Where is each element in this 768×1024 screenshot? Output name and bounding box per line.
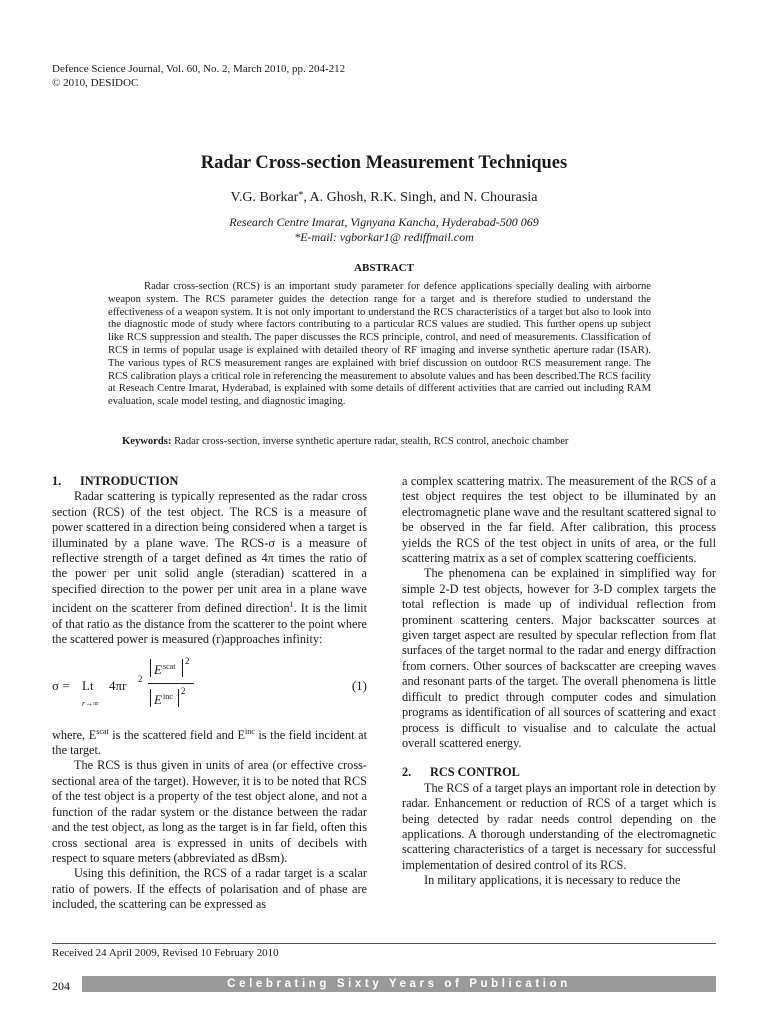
eq-number: (1) bbox=[351, 677, 367, 693]
eq-abs-bar bbox=[150, 689, 151, 707]
paragraph: a complex scattering matrix. The measurement of the RCS of a test object requires the test object to be illuminated by an electromagnetic plane wave and the resultant scattered signal to be observed in the far field. After calibration, this process yields the RCS of the test object in units of area, or the full scattering matrix as a set of complex scattering coefficients. bbox=[402, 474, 716, 566]
affiliation: Research Centre Imarat, Vignyana Kancha, Hyderabad-500 069 bbox=[229, 215, 539, 229]
eq-fraction-bar bbox=[148, 683, 194, 684]
section-title: INTRODUCTION bbox=[80, 474, 179, 488]
paragraph: In military applications, it is necessary to reduce the bbox=[424, 873, 681, 888]
paragraph-text: is the scattered field and E bbox=[108, 727, 245, 742]
eq-limit: r→∞ bbox=[82, 698, 99, 708]
eq-num-sup: scat bbox=[163, 661, 176, 671]
abstract-heading: ABSTRACT bbox=[354, 262, 414, 274]
equation-1 bbox=[52, 656, 367, 720]
author-first: V.G. Borkar bbox=[230, 190, 299, 205]
eq-den-exp: 2 bbox=[181, 685, 186, 696]
eq-den-e: E bbox=[154, 691, 162, 707]
footnote-rule bbox=[52, 943, 716, 944]
section-title: RCS CONTROL bbox=[430, 765, 520, 780]
paragraph-text: where, E bbox=[52, 727, 97, 742]
author-star: * bbox=[298, 190, 304, 201]
author-list bbox=[0, 190, 768, 206]
received-date: Received 24 April 2009, Revised 10 February 2010 bbox=[52, 947, 279, 959]
paragraph: The RCS is thus given in units of area (or effective cross-sectional area of the target). However, it is to be noted that RCS of the test object is a property of the test object alone, and not a function of the radar system or the distance between the radar and the test object, as long as the target is in far field, often this cross sectional area is expressed in units of decibels with respect to square meters (abbreviated as dBsm). bbox=[52, 758, 367, 865]
paragraph bbox=[52, 724, 367, 759]
eq-num-exp: 2 bbox=[185, 655, 190, 666]
eq-lt: Lt bbox=[82, 677, 94, 693]
page-number: 204 bbox=[52, 979, 70, 993]
section-heading-rcs-control bbox=[402, 765, 716, 780]
paragraph: Using this definition, the RCS of a radar target is a scalar ratio of powers. If the effects of polarisation and of phase are included, the scattering can be expressed as bbox=[52, 866, 367, 912]
email-line: *E-mail: vgborkar1@ rediffmail.com bbox=[294, 230, 474, 244]
section-heading-introduction bbox=[52, 474, 367, 489]
eq-sigma: σ = bbox=[52, 677, 70, 693]
superscript: scat bbox=[96, 726, 109, 736]
paragraph-text: is the field incident at the target. bbox=[52, 727, 367, 758]
eq-num-e: E bbox=[154, 661, 162, 677]
author-rest: , A. Ghosh, R.K. Singh, and N. Chourasia bbox=[303, 190, 538, 205]
keywords-text: Radar cross-section, inverse synthetic aperture radar, stealth, RCS control, anechoic chamber bbox=[171, 436, 569, 447]
eq-coef: 4πr bbox=[109, 677, 127, 693]
eq-abs-bar bbox=[182, 659, 183, 677]
copyright-line: © 2010, DESIDOC bbox=[52, 77, 139, 89]
journal-citation bbox=[52, 62, 345, 90]
eq-abs-bar bbox=[178, 689, 179, 707]
section-number: 2. bbox=[402, 765, 412, 780]
eq-coef-exp: 2 bbox=[138, 673, 143, 684]
eq-den-sup: inc bbox=[163, 691, 173, 701]
keywords bbox=[122, 436, 568, 447]
abstract-text: Radar cross-section (RCS) is an important study parameter for defence applications specially dealing with airborne weapon system. The RCS parameter guides the detection range for a target and is therefore studied to understand the effectiveness of a weapon system. It is not only important to understand the RCS characteristics of a target but also to look into the diagnostic mode of study where factors contributing to a particular RCS values are studied. This further opens up subject like RCS suppression and stealth. The paper discusses the RCS principle, control, and need of measurements. Classification of RCS in terms of popular usage is explained with detailed theory of RF imaging and inverse synthetic aperture radar (ISAR). The various types of RCS measurement ranges are explained with brief discussion on outdoor RCS measurement range. The RCS calibration plays a critical role in referencing the measurement to absolute values and has been described.The RCS facility at Reseach Centre Imarat, Hyderabad, is explained with some details of different activities that are carried out including RAM evaluation, scale model testing, and diagnostic imaging. bbox=[108, 281, 651, 408]
journal-line: Defence Science Journal, Vol. 60, No. 2, March 2010, pp. 204-212 bbox=[52, 63, 346, 75]
section-number: 1. bbox=[52, 474, 62, 488]
paragraph-text: . It is the limit of that ratio as the distance from the scatterer to the point where the scattered power is measured (r)approaches infinity: bbox=[52, 601, 367, 647]
paragraph-text: Radar scattering is typically represented as the radar cross section (RCS) of the test object. The RCS is a measure of power scattered in a direction being considered when a target is illuminated by a plane wave. The RCS-σ is a measure of reflective strength of a target defined as 4π times the ratio of the power per unit solid angle (steradian) scattered in a specified direction to the power per unit area in a plane wave incident on the scatterer from defined direction bbox=[52, 489, 367, 616]
superscript: inc bbox=[244, 726, 255, 736]
eq-abs-bar bbox=[150, 659, 151, 677]
celebration-banner: Celebrating Sixty Years of Publication bbox=[82, 976, 716, 992]
left-column bbox=[52, 474, 367, 913]
right-column bbox=[402, 474, 716, 889]
keywords-label: Keywords: bbox=[122, 436, 172, 447]
affiliation-block bbox=[0, 215, 768, 245]
paragraph: The RCS of a target plays an important role in detection by radar. Enhancement or reduction of RCS of a target which is being detected by radar needs control depending on the applications. A thorough understanding of the electromagnetic scattering characteristics of a target is necessary for successful implementation of desired control of its RCS. bbox=[402, 780, 716, 872]
paragraph bbox=[52, 489, 367, 647]
citation-ref: 1 bbox=[289, 600, 294, 610]
paper-title: Radar Cross-section Measurement Techniques bbox=[200, 153, 568, 173]
paragraph: The phenomena can be explained in simplified way for simple 2-D test objects, however for 3-D complex targets the total reflection is made up of individual reflection from prominent scattering centers. Major backscatter sources at given target aspect are resulted by specular reflection from flat surfaces of the target normal to the radar and energy diffraction from corners. Other sources of backscatter are creeping waves and resonant parts of the target. The overall phenomena is little difficult to predict through computer codes and simulation programs as identification of all sources of scattering and exact process is difficult to visualise and to calculate the actual overall scattered energy. bbox=[402, 566, 716, 750]
